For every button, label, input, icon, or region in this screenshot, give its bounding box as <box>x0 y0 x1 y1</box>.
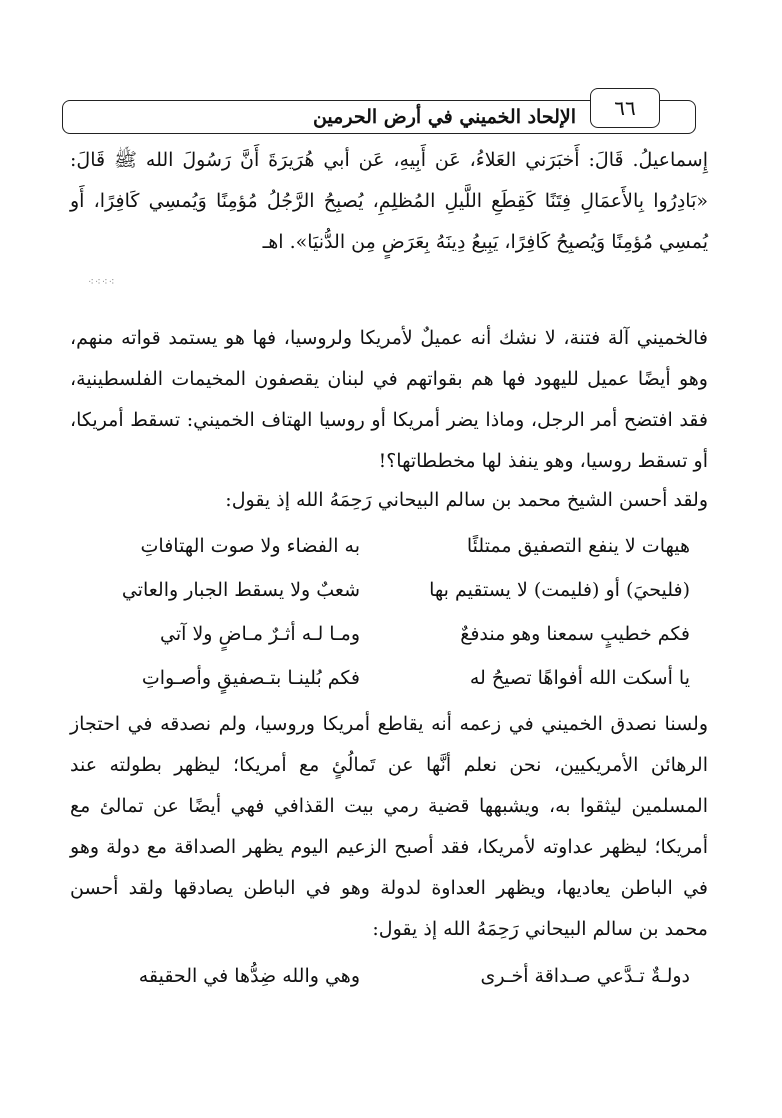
verse-first-hemistich: هيهات لا ينفع التصفيق ممتلئًا <box>466 535 690 557</box>
body-paragraph-2 <box>70 704 708 950</box>
hadith-text: إِسماعيلُ. قَالَ: أَخبَرَني العَلاءُ، عَن أَبِيهِ، عَن أبي هُرَيرَةَ أَنَّ رَسُولَ الله ﷺ قَالَ: «بَادِرُوا بِالأَعمَالِ فِتَنًا كَقِطَعِ اللَّيلِ المُظلِمِ، يُصبِحُ الرَّجُلُ مُؤمِنًا وَيُمسِي كَافِرًا، أَو يُمسِي مُؤمِنًا وَيُصبِحُ كَافِرًا، يَبِيعُ دِينَهُ بِعَرَضٍ مِن الدُّنيَا». اهـ <box>70 149 708 253</box>
poem-verse <box>90 570 690 610</box>
ornament-divider: ⁖⁖⁖⁖ <box>88 277 116 288</box>
verse-first-hemistich: فكم خطيبٍ سمعنا وهو مندفعٌ <box>460 623 690 645</box>
verse-first-hemistich: يا أسكت الله أفواهًا تصيحُ له <box>469 667 690 689</box>
paragraph-text: ولسنا نصدق الخميني في زعمه أنه يقاطع أمريكا وروسيا، ولم نصدقه في احتجاز الرهائن الأمريكيين، نحن نعلم أنَّها عن تَمالُئٍ مع أمريكا؛ ليظهر بطولته عند المسلمين ليثقوا به، ويشبهها قضية رمي بيت القذافي فهي أيضًا عن تمالئ مع أمريكا؛ ليظهر عداوته لأمريكا، فقد أصبح الزعيم اليوم يظهر الصداقة مع دولة وهو في الباطن يعاديها، ويظهر العداوة لدولة وهو في الباطن يصادقها ولقد أحسن محمد بن سالم البيحاني رَحِمَهُ الله إذ يقول: <box>70 713 708 940</box>
poem-verse <box>90 658 690 698</box>
poem-attribution-1: ولقد أحسن الشيخ محمد بن سالم البيحاني رَحِمَهُ الله إذ يقول: <box>225 489 708 511</box>
verse-second-hemistich: فكم بُلينـا بتـصفيقٍ وأصـواتِ <box>141 667 360 689</box>
verse-second-hemistich: ومـا لـه أثـرٌ مـاضٍ ولا آتي <box>160 623 360 645</box>
poem-verse <box>90 956 690 996</box>
paragraph-text: فالخميني آلة فتنة، لا نشك أنه عميلٌ لأمريكا ولروسيا، فها هو يستمد قواته منهم، وهو أيضًا عميل لليهود فها هم بقواتهم في لبنان يقصفون المخيمات الفلسطينية، فقد افتضح أمر الرجل، وماذا يضر أمريكا أو روسيا الهتاف الخميني: تسقط أمريكا، أو تسقط روسيا، وهو ينفذ لها مخططاتها؟! <box>70 327 708 472</box>
running-title: الإلحاد الخميني في أرض الحرمين <box>312 106 576 128</box>
page-number: ٦٦ <box>590 88 660 128</box>
verse-second-hemistich: وهي والله ضِدُّها في الحقيقه <box>138 965 360 987</box>
verse-second-hemistich: به الفضاء ولا صوت الهتافاتِ <box>140 535 360 557</box>
poem-verse <box>90 614 690 654</box>
verse-first-hemistich: (فليحيَ) أو (فليمت) لا يستقيم بها <box>429 579 690 601</box>
verse-second-hemistich: شعبٌ ولا يسقط الجبار والعاتي <box>121 579 360 601</box>
verse-first-hemistich: دولـةٌ تـدَّعي صـداقة أخـرى <box>480 965 690 987</box>
poem-verse <box>90 526 690 566</box>
hadith-paragraph <box>70 140 708 263</box>
body-paragraph-1 <box>70 318 708 482</box>
